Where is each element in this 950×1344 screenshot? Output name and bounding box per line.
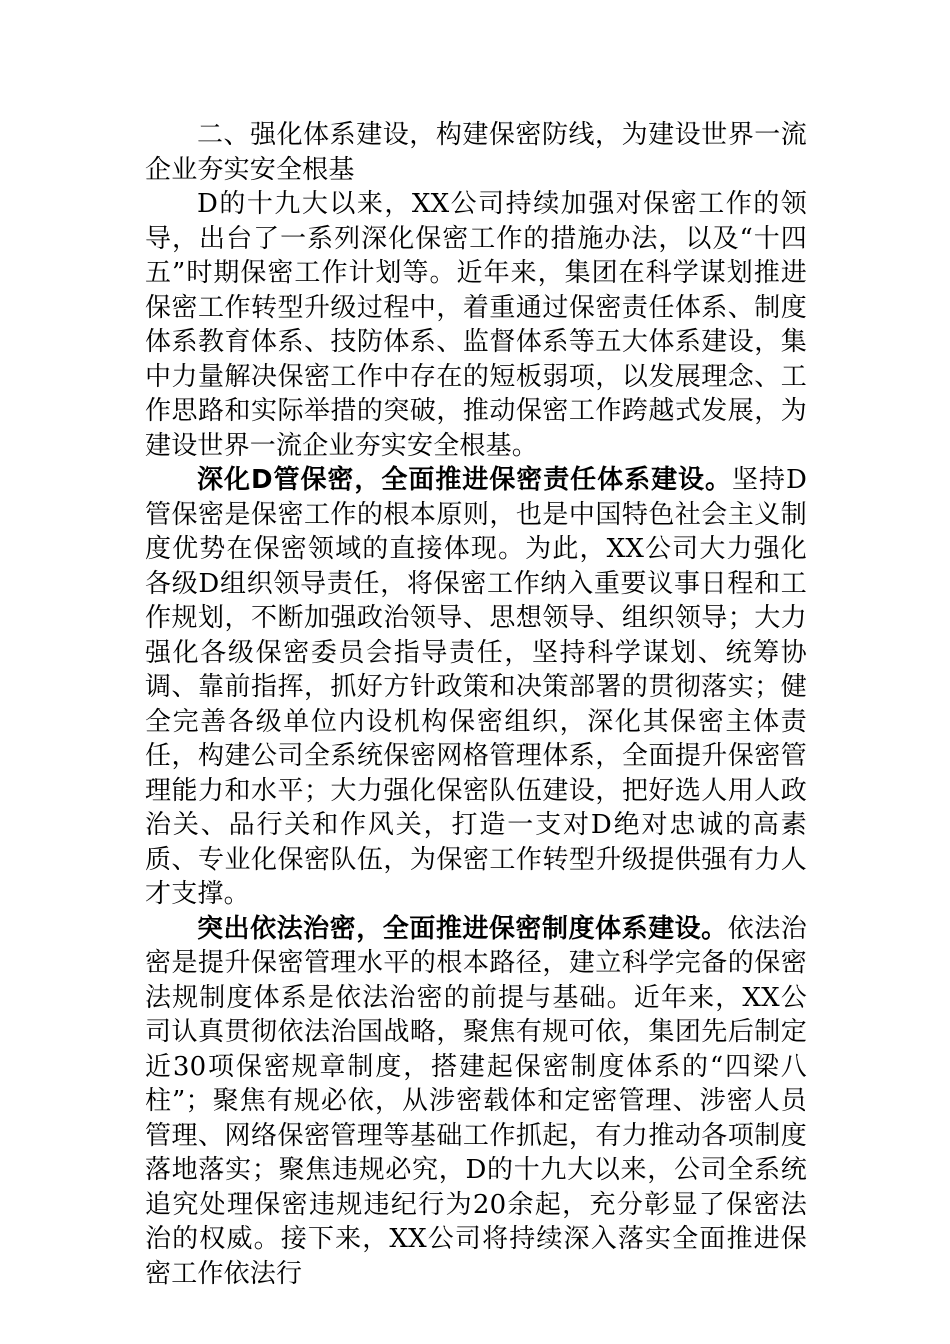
paragraph-responsibility: [145, 463, 807, 912]
paragraph-lead: 深化D管保密，全面推进保密责任体系建设。: [197, 465, 732, 495]
paragraph-lead: 突出依法治密，全面推进保密制度体系建设。: [197, 913, 728, 944]
paragraph-intro: [145, 187, 807, 463]
section-heading: 二、强化体系建设，构建保密防线，为建设世界一流企业夯实安全根基: [145, 120, 807, 185]
paragraph-regulation: [145, 912, 807, 1292]
paragraph-text: 依法治密是提升保密管理水平的根本路径，建立科学完备的保密法规制度体系是依法治密的前提与基础。近年来，XX公司认真贯彻依法治国战略，聚焦有规可依，集团先后制定近30项保密规章制度，搭建起保密制度体系的“四梁八柱”；聚焦有规必依，从涉密载体和定密管理、涉密人员管理、网络保密管理等基础工作抓起，有力推动各项制度落地落实；聚焦违规必究，D的十九大以来，公司全系统追究处理保密违规违纪行为20余起，充分彰显了保密法治的权威。接下来，XX公司将持续深入落实全面推进保密工作依法行: [145, 913, 807, 1289]
paragraph-text: 坚持D管保密是保密工作的根本原则，也是中国特色社会主义制度优势在保密领域的直接体现。为此，XX公司大力强化各级D组织领导责任，将保密工作纳入重要议事日程和工作规划，不断加强政治领导、思想领导、组织领导；大力强化各级保密委员会指导责任，坚持科学谋划、统筹协调、靠前指挥，抓好方针政策和决策部署的贯彻落实；健全完善各级单位内设机构保密组织，深化其保密主体责任，构建公司全系统保密网格管理体系，全面提升保密管理能力和水平；大力强化保密队伍建设，把好选人用人政治关、品行关和作风关，打造一支对D绝对忠诚的高素质、专业化保密队伍，为保密工作转型升级提供强有力人才支撑。: [145, 465, 807, 909]
document-body: [145, 118, 807, 1291]
paragraph-text: D的十九大以来，XX公司持续加强对保密工作的领导，出台了一系列深化保密工作的措施办法，以及“十四五”时期保密工作计划等。近年来，集团在科学谋划推进保密工作转型升级过程中，着重通过保密责任体系、制度体系教育体系、技防体系、监督体系等五大体系建设，集中力量解决保密工作中存在的短板弱项，以发展理念、工作思路和实际举措的突破，推动保密工作跨越式发展，为建设世界一流企业夯实安全根基。: [145, 189, 807, 461]
